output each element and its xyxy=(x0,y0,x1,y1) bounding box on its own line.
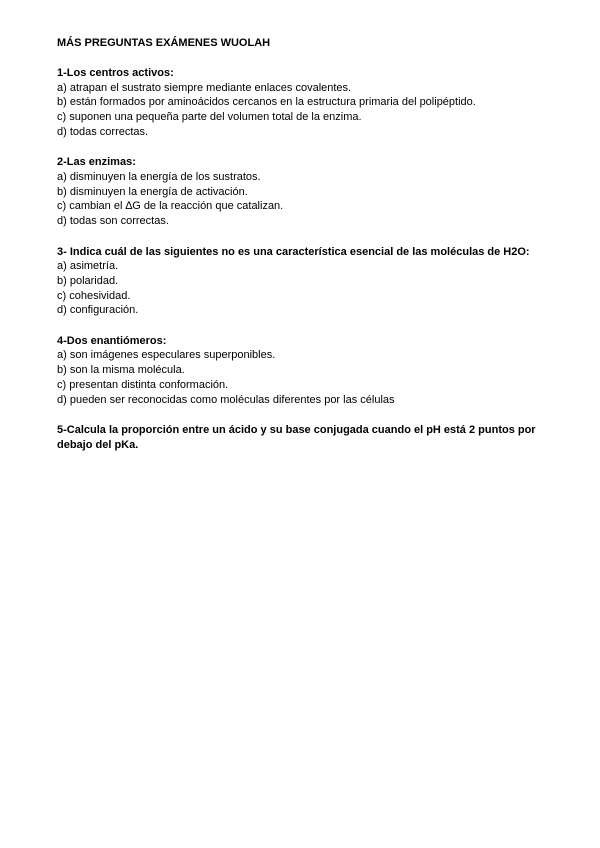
document-title: MÁS PREGUNTAS EXÁMENES WUOLAH xyxy=(57,37,271,49)
answer-option-c: c) presentan distinta conformación. xyxy=(57,378,229,391)
answer-option-c: c) cambian el ∆G de la reacción que catalizan. xyxy=(57,200,284,213)
question-text: 3- Indica cuál de las siguientes no es una característica esencial de las moléculas de H2O: xyxy=(57,245,530,258)
question-1 xyxy=(57,66,557,139)
question-3 xyxy=(57,245,557,318)
question-text: 1-Los centros activos: xyxy=(57,67,174,79)
answer-option-b: b) polaridad. xyxy=(57,274,119,287)
answer-option-c: c) suponen una pequeña parte del volumen total de la enzima. xyxy=(57,110,362,123)
question-text: 4-Dos enantiómeros: xyxy=(57,334,167,347)
answer-option-b: b) son la misma molécula. xyxy=(57,364,185,377)
answer-option-b: b) están formados por aminoácidos cercanos en la estructura primaria del polipéptido. xyxy=(57,96,476,109)
answer-option-c: c) cohesividad. xyxy=(57,289,131,302)
answer-option-d: d) todas correctas. xyxy=(57,125,149,138)
question-5 xyxy=(57,423,557,452)
question-text: 5-Calcula la proporción entre un ácido y su base conjugada cuando el pH está 2 puntos por debajo del pKa. xyxy=(57,424,536,451)
answer-option-d: d) pueden ser reconocidas como moléculas diferentes por las células xyxy=(57,393,395,406)
question-4 xyxy=(57,334,557,407)
question-2 xyxy=(57,155,557,228)
answer-option-a: a) atrapan el sustrato siempre mediante enlaces covalentes. xyxy=(57,81,352,94)
answer-option-d: d) configuración. xyxy=(57,304,139,317)
document-page xyxy=(57,36,557,468)
answer-option-a: a) asimetría. xyxy=(57,260,119,273)
answer-option-a: a) disminuyen la energía de los sustratos. xyxy=(57,170,261,183)
answer-option-a: a) son imágenes especulares superponibles. xyxy=(57,349,276,362)
answer-option-d: d) todas son correctas. xyxy=(57,214,169,227)
question-text: 2-Las enzimas: xyxy=(57,156,136,169)
answer-option-b: b) disminuyen la energía de activación. xyxy=(57,185,248,198)
